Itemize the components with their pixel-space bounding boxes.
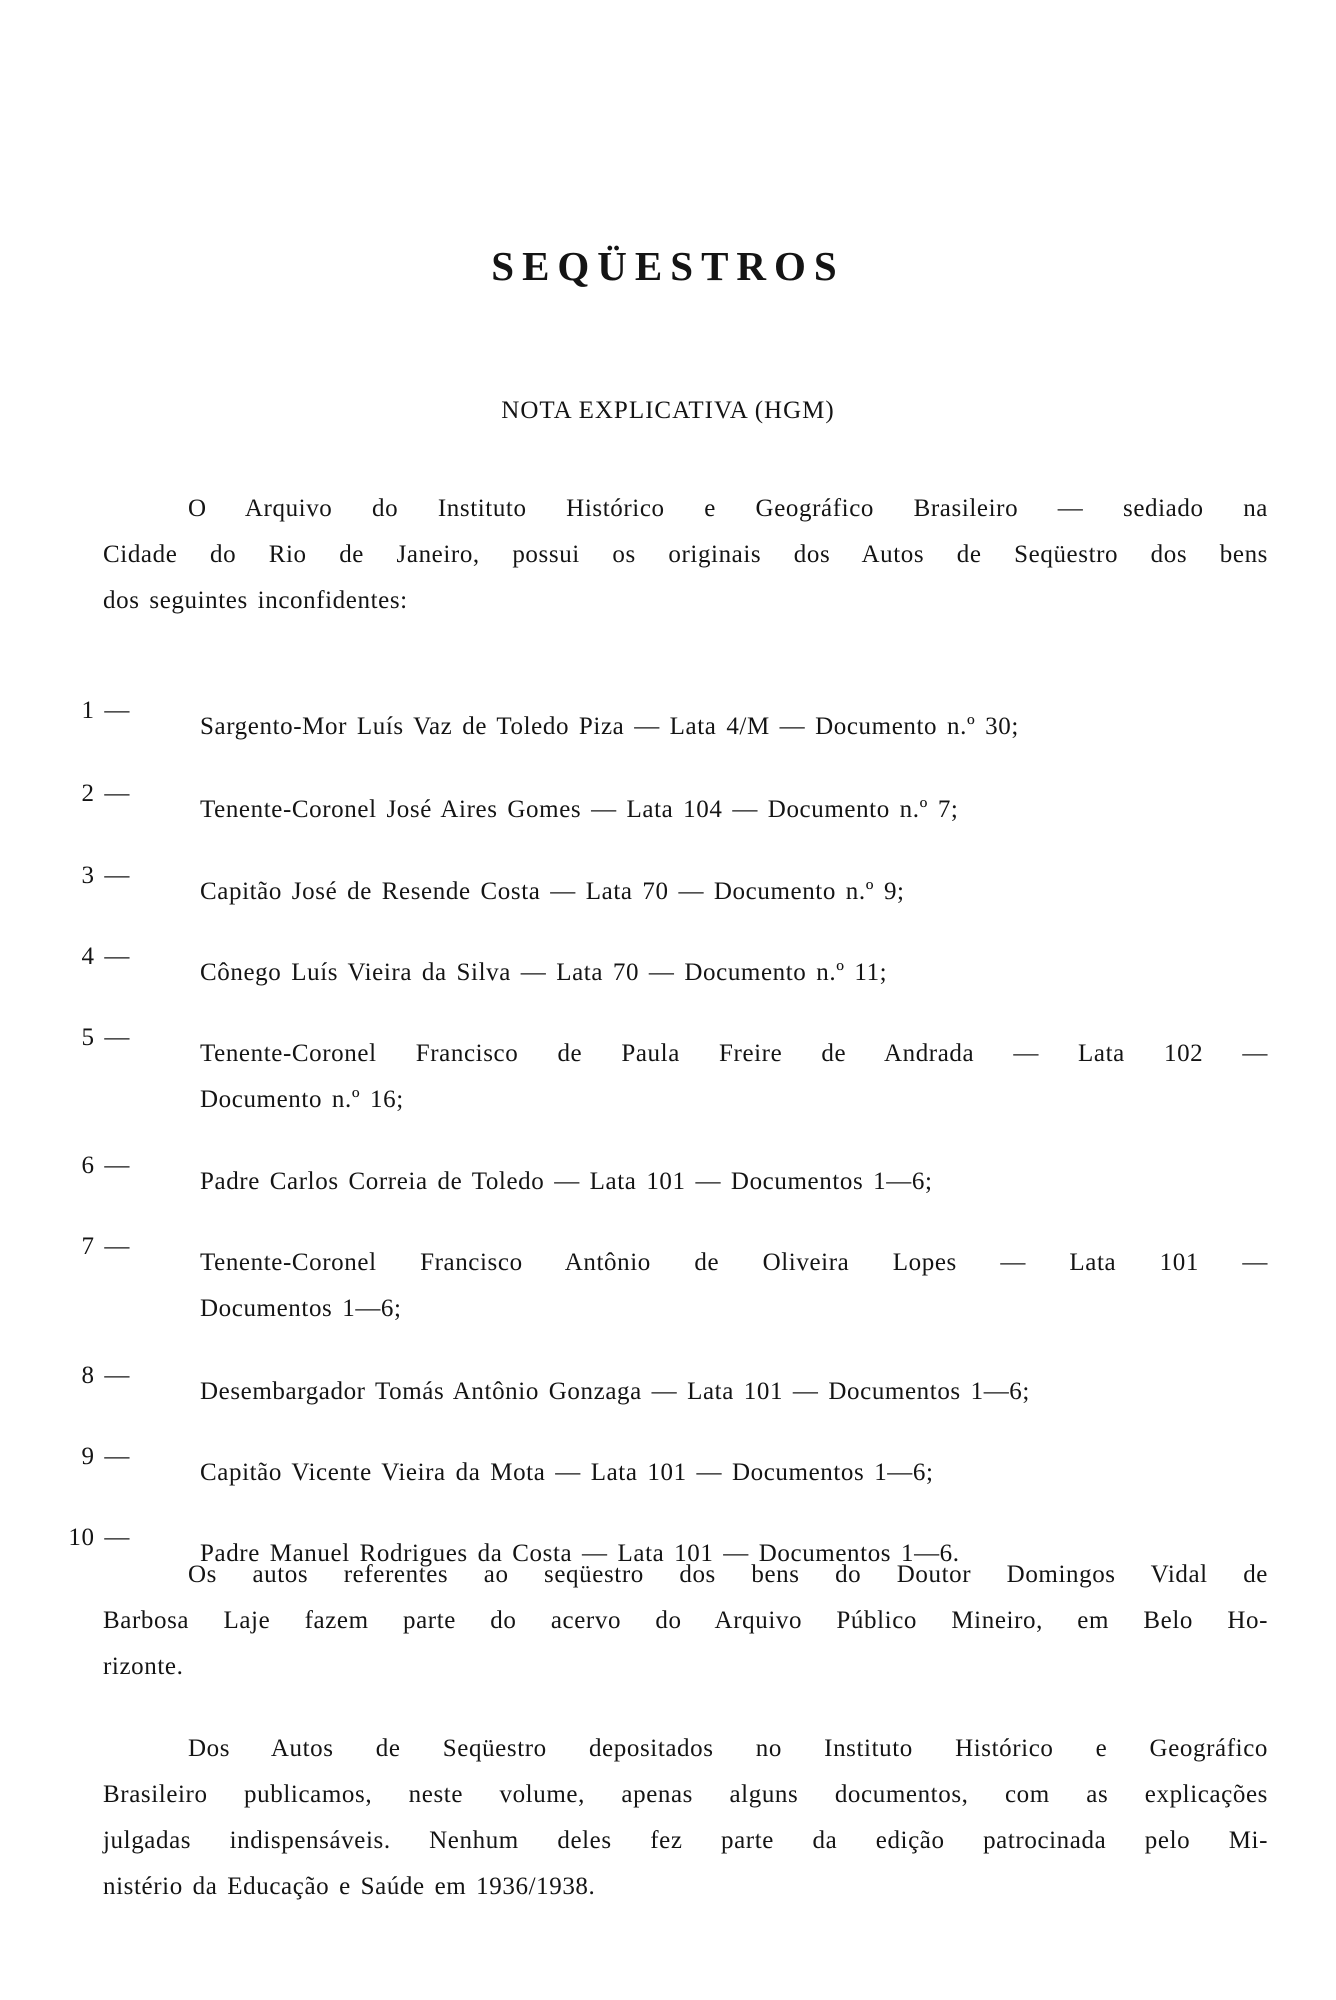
page-title: SEQÜESTROS [491,243,845,289]
intro-line: dos seguintes inconfidentes: [103,587,408,614]
paragraph-line: rizonte. [103,1653,184,1680]
intro-paragraph [103,486,1268,624]
list-item-number: 5 — [81,1024,130,1051]
list-item [81,1404,1268,1496]
closing-paragraph-1 [103,1552,1268,1690]
list-item-number: 6 — [81,1152,130,1179]
list-item-number: 8 — [81,1362,130,1389]
list-item-text: Capitão José de Resende Costa — Lata 70 — Documento n.º 9; [200,878,905,905]
list-item [81,1323,1268,1415]
list-item-text: Tenente-Coronel Francisco Antônio de Oliveira Lopes — Lata 101 — [200,1249,1268,1276]
paragraph-line: Brasileiro publicamos, neste volume, apenas alguns documentos, com as explicações [103,1781,1268,1808]
paragraph-line: Barbosa Laje fazem parte do acervo do Arquivo Público Mineiro, em Belo Ho- [103,1607,1268,1634]
list-item [81,985,1268,1123]
list-item-number: 4 — [81,943,130,970]
list-item-number: 9 — [81,1443,130,1470]
list-item [81,1194,1268,1332]
paragraph-line: Os autos referentes ao seqüestro dos bens do Doutor Domingos Vidal de [188,1561,1268,1588]
list-item [81,741,1268,833]
list-item [81,904,1268,996]
page-subtitle: NOTA EXPLICATIVA (HGM) [501,397,835,424]
paragraph-line: Dos Autos de Seqüestro depositados no Instituto Histórico e Geográfico [188,1735,1268,1762]
list-item-text: Documento n.º 16; [200,1086,404,1113]
list-item-text: Documentos 1—6; [200,1295,402,1322]
list-item-text: Tenente-Coronel José Aires Gomes — Lata 104 — Documento n.º 7; [200,796,959,823]
list-item-text: Padre Manuel Rodrigues da Costa — Lata 101 — Documentos 1—6. [200,1540,960,1567]
list-item-text: Desembargador Tomás Antônio Gonzaga — Lata 101 — Documentos 1—6; [200,1378,1030,1405]
list-item [81,823,1268,915]
intro-line: Cidade do Rio de Janeiro, possui os originais dos Autos de Seqüestro dos bens [103,541,1268,568]
list-item-number: 7 — [81,1233,130,1260]
list-item-text: Cônego Luís Vieira da Silva — Lata 70 — Documento n.º 11; [200,959,888,986]
list-item-number: 2 — [81,780,130,807]
list-item-number: 1 — [81,697,130,724]
closing-paragraph-2 [103,1726,1268,1910]
paragraph-line: julgadas indispensáveis. Nenhum deles fez parte da edição patrocinada pelo Mi- [103,1827,1268,1854]
list-item-text: Capitão Vicente Vieira da Mota — Lata 101 — Documentos 1—6; [200,1459,934,1486]
paragraph-line: nistério da Educação e Saúde em 1936/1938. [103,1873,596,1900]
list-item-text: Sargento-Mor Luís Vaz de Toledo Piza — Lata 4/M — Documento n.º 30; [200,713,1019,740]
list-item-number: 3 — [81,862,130,889]
list-item [81,1113,1268,1205]
list-item-number: 10 — [68,1524,130,1551]
intro-line: O Arquivo do Instituto Histórico e Geográfico Brasileiro — sediado na [188,495,1268,522]
list-item-text: Padre Carlos Correia de Toledo — Lata 101 — Documentos 1—6; [200,1168,933,1195]
list-item [81,658,1268,750]
list-item-text: Tenente-Coronel Francisco de Paula Freire de Andrada — Lata 102 — [200,1040,1268,1067]
